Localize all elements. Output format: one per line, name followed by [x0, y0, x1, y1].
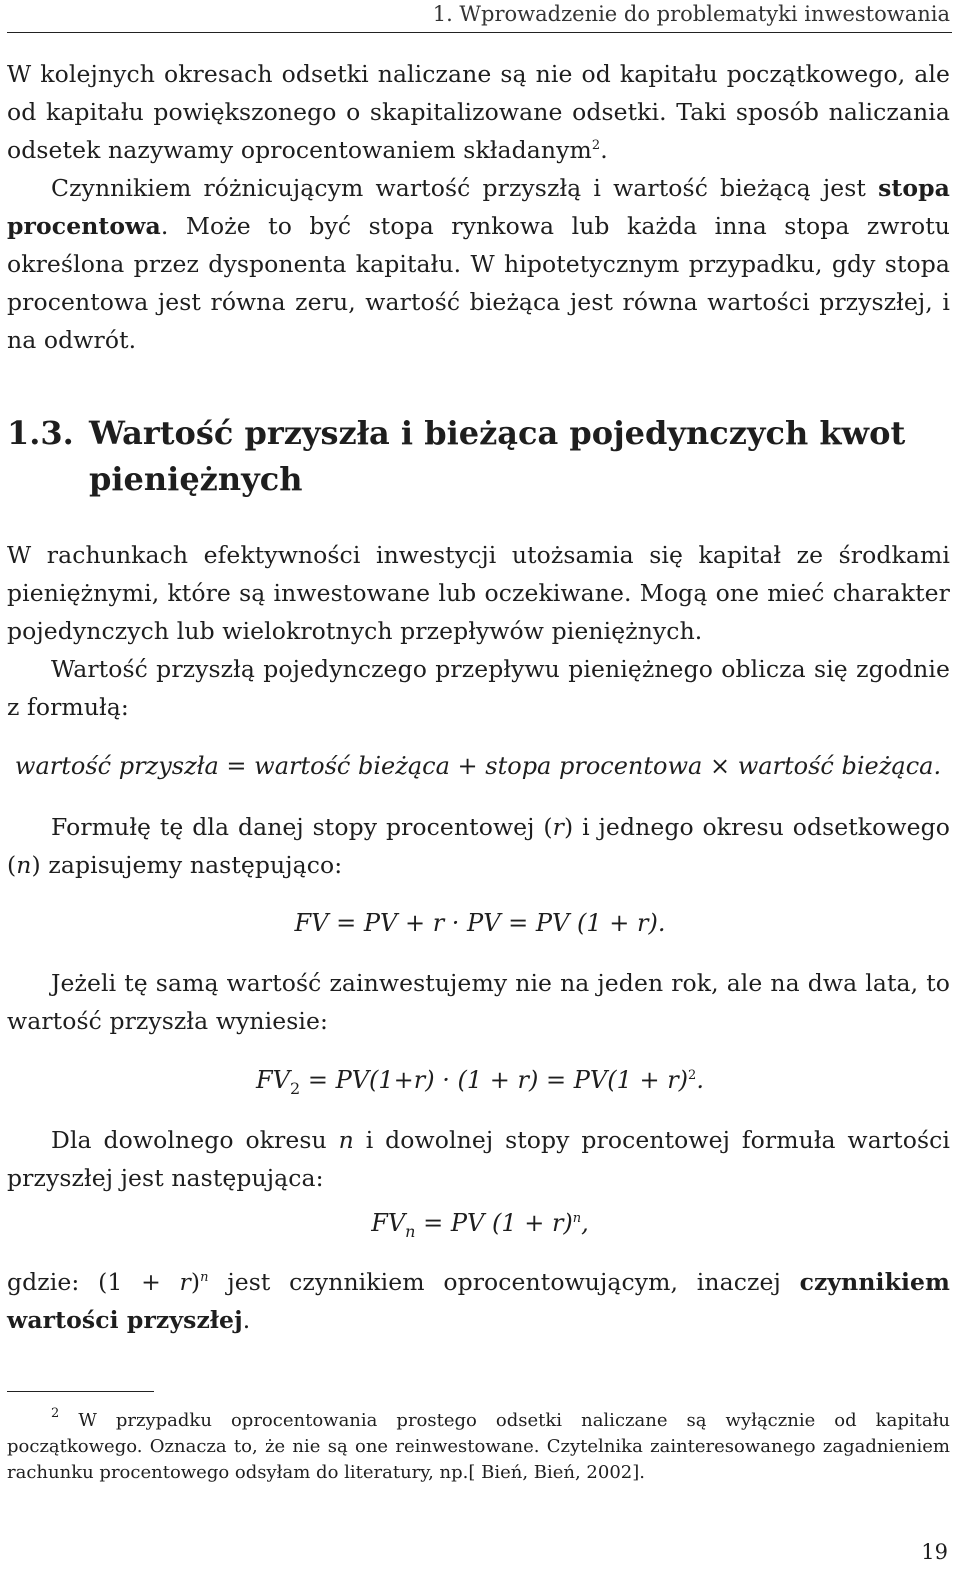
paragraph-two-years: Jeżeli tę samą wartość zainwestujemy nie na jeden rok, ale na dwa lata, to wartość przyszła wyniesie: [7, 969, 950, 1035]
paragraph-capital: W rachunkach efektywności inwestycji utożsamia się kapitał ze środkami pieniężnymi, które są inwestowane lub oczekiwane. Mogą one mieć charakter pojedynczych lub wielokrotnych przepływów pieniężnych. [7, 541, 950, 645]
paragraph-notation [7, 808, 950, 884]
term-interest-rate: stopa procentowa [7, 174, 950, 240]
symbol-n-exponent: n [200, 1270, 209, 1285]
term-future-value-factor: czynnikiem wartości przyszłej [7, 1268, 951, 1334]
formula-lhs: FV [256, 1066, 291, 1094]
footnote [7, 1408, 950, 1486]
paragraph-end: . [242, 1306, 251, 1334]
formula-two-periods [0, 1062, 960, 1098]
paragraph-interest-rate [7, 169, 950, 359]
section-title: Wartość przyszła i bieżąca pojedynczych kwot pieniężnych [89, 414, 906, 498]
running-header: 1. Wprowadzenie do problematyki inwestowania [432, 2, 950, 26]
paragraph-text: gdzie: (1 + [7, 1268, 180, 1296]
formula-subscript: n [405, 1222, 416, 1241]
formula-verbal: wartość przyszła = wartość bieżąca + stopa procentowa × wartość bieżąca. [14, 752, 942, 780]
footnote-reference[interactable]: 2 [591, 138, 601, 153]
formula-exponent: n [572, 1211, 582, 1226]
paragraph-text: ) zapisujemy następująco: [31, 851, 343, 879]
footnote-mark: 2 [51, 1406, 60, 1421]
formula-n-periods [0, 1205, 960, 1241]
page-number: 19 [921, 1540, 948, 1564]
paragraph-text: Czynnikiem różnicującym wartość przyszłą i wartość bieżącą jest [51, 174, 879, 202]
paragraph-compound-interest [7, 55, 950, 169]
paragraph-end: . [600, 136, 608, 164]
paragraph-formula-intro: Wartość przyszłą pojedynczego przepływu pieniężnego oblicza się zgodnie z formułą: [7, 655, 950, 721]
paragraph-definition [7, 1263, 950, 1339]
formula-end: . [696, 1066, 704, 1094]
paragraph-text: ) i jednego okresu odsetkowego ( [7, 813, 950, 879]
paragraph-text: Formułę tę dla danej stopy procentowej ( [51, 813, 553, 841]
formula-exponent: 2 [688, 1068, 697, 1083]
paragraph-text: . Może to być stopa rynkowa lub każda inna stopa zwrotu określona przez dysponenta kapitału. W hipotetycznym przypadku, gdy stopa procentowa jest równa zeru, wartość bieżąca jest równa wartości przyszłej, i na odwrót. [7, 212, 950, 354]
section-number: 1.3. [7, 414, 74, 452]
formula-one-period: FV = PV + r · PV = PV (1 + r). [294, 909, 666, 937]
paragraph-text: ) [190, 1268, 201, 1296]
formula-end: , [581, 1209, 589, 1237]
formula-rhs: = PV(1+r) · (1 + r) = PV(1 + r) [300, 1066, 689, 1094]
paragraph-general-case [7, 1121, 950, 1197]
header-divider [7, 32, 952, 33]
footnote-text: W przypadku oprocentowania prostego odsetki naliczane są wyłącznie od kapitału początkowego. Oznacza to, że nie są one reinwestowane. Czytelnika zainteresowanego zagadnieniem rachunku procentowego odsyłam do literatury, np.[ Bień, Bień, 2002]. [7, 1410, 950, 1483]
symbol-n: n [16, 851, 32, 879]
formula-subscript: 2 [290, 1079, 301, 1098]
formula-lhs: FV [371, 1209, 406, 1237]
footnote-divider [7, 1391, 154, 1392]
paragraph-text: i dowolnej stopy procentowej formuła wartości przyszłej jest następująca: [7, 1126, 950, 1192]
paragraph-text: W kolejnych okresach odsetki naliczane są nie od kapitału początkowego, ale od kapitału powiększonego o skapitalizowane odsetki. Taki sposób naliczania odsetek nazywamy oprocentowaniem składanym [7, 60, 950, 164]
paragraph-text: Dla dowolnego okresu [51, 1126, 339, 1154]
symbol-r: r [552, 813, 565, 841]
formula-rhs: = PV (1 + r) [415, 1209, 573, 1237]
symbol-n: n [338, 1126, 354, 1154]
section-heading [7, 410, 950, 502]
paragraph-text: jest czynnikiem oprocentowującym, inaczej [208, 1268, 800, 1296]
symbol-r: r [179, 1268, 191, 1296]
